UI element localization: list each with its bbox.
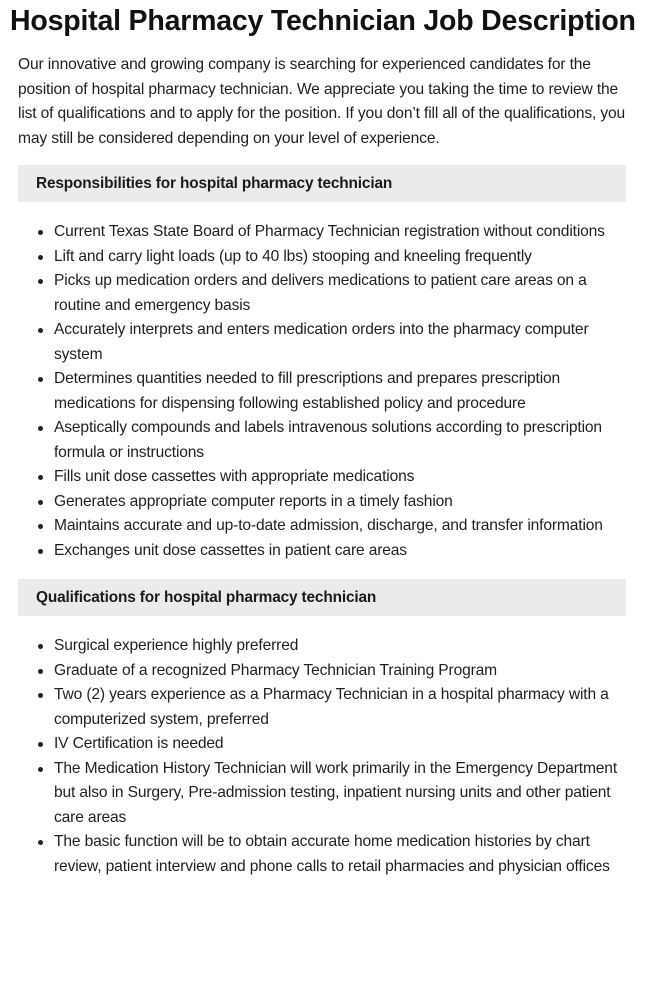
qualifications-list xyxy=(18,634,626,879)
bullet-icon xyxy=(38,426,43,431)
list-item: IV Certification is needed xyxy=(18,732,626,757)
bullet-icon xyxy=(38,767,43,772)
bullet-icon xyxy=(38,524,43,529)
list-item: Maintains accurate and up-to-date admission, discharge, and transfer information xyxy=(18,514,626,539)
bullet-icon xyxy=(38,279,43,284)
list-item: Fills unit dose cassettes with appropriate medications xyxy=(18,465,626,490)
bullet-icon xyxy=(38,500,43,505)
bullet-icon xyxy=(38,644,43,649)
bullet-icon xyxy=(38,230,43,235)
bullet-icon xyxy=(38,255,43,260)
bullet-icon xyxy=(38,669,43,674)
list-item: Surgical experience highly preferred xyxy=(18,634,626,659)
list-item: Current Texas State Board of Pharmacy Technician registration without conditions xyxy=(18,220,626,245)
list-item: The Medication History Technician will work primarily in the Emergency Department but also in Surgery, Pre-admission testing, inpatient nursing units and other patient care areas xyxy=(18,757,626,831)
responsibilities-heading-text: Responsibilities for hospital pharmacy technician xyxy=(36,174,393,192)
list-item: Generates appropriate computer reports in a timely fashion xyxy=(18,490,626,515)
bullet-icon xyxy=(38,549,43,554)
responsibilities-list xyxy=(18,220,626,563)
qualifications-heading xyxy=(18,579,626,616)
responsibilities-heading xyxy=(18,165,626,202)
list-item: The basic function will be to obtain accurate home medication histories by chart review, patient interview and phone calls to retail pharmacies and physician offices xyxy=(18,830,626,879)
bullet-icon xyxy=(38,328,43,333)
bullet-icon xyxy=(38,475,43,480)
bullet-icon xyxy=(38,840,43,845)
list-item: Aseptically compounds and labels intravenous solutions according to prescription formula or instructions xyxy=(18,416,626,465)
list-item: Graduate of a recognized Pharmacy Technician Training Program xyxy=(18,659,626,684)
bullet-icon xyxy=(38,693,43,698)
bullet-icon xyxy=(38,742,43,747)
bullet-icon xyxy=(38,377,43,382)
list-item: Two (2) years experience as a Pharmacy Technician in a hospital pharmacy with a computerized system, preferred xyxy=(18,683,626,732)
list-item: Exchanges unit dose cassettes in patient care areas xyxy=(18,539,626,564)
intro-paragraph: Our innovative and growing company is searching for experienced candidates for the position of hospital pharmacy technician. We appreciate you taking the time to review the list of qualifications and to apply for the position. If you don’t fill all of the qualifications, you may still be considered depending on your level of experience. xyxy=(18,56,626,147)
list-item: Accurately interprets and enters medication orders into the pharmacy computer system xyxy=(18,318,626,367)
list-item: Picks up medication orders and delivers medications to patient care areas on a routine and emergency basis xyxy=(18,269,626,318)
list-item: Determines quantities needed to fill prescriptions and prepares prescription medications for dispensing following established policy and procedure xyxy=(18,367,626,416)
page-title: Hospital Pharmacy Technician Job Description xyxy=(10,5,636,37)
list-item: Lift and carry light loads (up to 40 lbs) stooping and kneeling frequently xyxy=(18,245,626,270)
qualifications-heading-text: Qualifications for hospital pharmacy technician xyxy=(36,588,377,606)
